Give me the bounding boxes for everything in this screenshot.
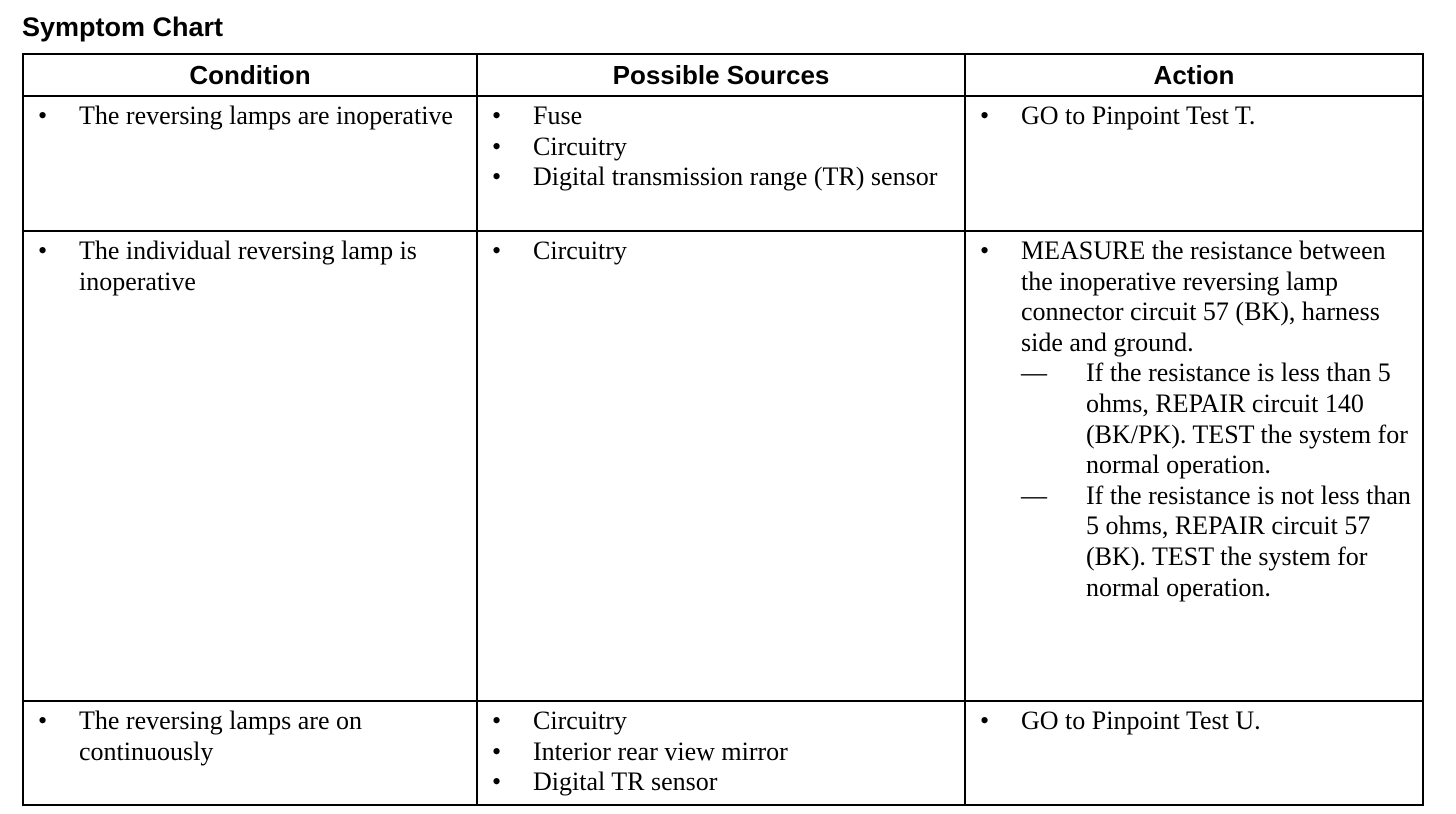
action-subitem-text: If the resistance is less than 5 ohms, REPAIR circuit 140 (BK/PK). TEST the system for normal operation.	[1086, 358, 1408, 480]
bullet-icon: •	[492, 131, 502, 161]
action-subitem	[1021, 358, 1414, 480]
sources-cell	[477, 701, 965, 805]
source-item	[478, 706, 964, 737]
bullet-icon: •	[492, 736, 502, 766]
action-cell	[965, 96, 1423, 231]
header-possible-sources: Possible Sources	[477, 54, 965, 96]
bullet-icon: •	[492, 162, 502, 192]
source-text: Circuitry	[533, 706, 627, 735]
bullet-icon: •	[492, 101, 502, 130]
source-text: Digital TR sensor	[533, 767, 718, 797]
bullet-icon: •	[980, 706, 990, 735]
bullet-icon: •	[492, 236, 502, 265]
action-text: GO to Pinpoint Test U.	[1021, 706, 1261, 735]
source-text: Circuitry	[533, 236, 627, 265]
bullet-icon: •	[980, 236, 990, 265]
action-subitem-text: If the resistance is not less than 5 ohms, REPAIR circuit 57 (BK). TEST the system for normal operation.	[1086, 480, 1411, 602]
condition-cell	[23, 96, 477, 231]
table-row	[23, 231, 1423, 701]
sources-cell	[477, 96, 965, 231]
table-header-row	[23, 54, 1423, 96]
source-text: Fuse	[533, 101, 583, 130]
page-title: Symptom Chart	[22, 12, 224, 42]
condition-text: The reversing lamps are on continuously	[79, 706, 363, 766]
source-item	[478, 236, 964, 267]
action-cell	[965, 701, 1423, 805]
action-item	[966, 706, 1422, 737]
bullet-icon: •	[38, 236, 48, 265]
bullet-icon: •	[38, 706, 48, 735]
bullet-icon: •	[38, 101, 48, 130]
source-item	[478, 767, 964, 798]
source-text: Interior rear view mirror	[533, 736, 788, 766]
action-item	[966, 236, 1422, 603]
source-item	[478, 132, 964, 163]
condition-item	[24, 101, 476, 132]
source-item	[478, 737, 964, 768]
source-item	[478, 101, 964, 132]
action-cell	[965, 231, 1423, 701]
condition-text: The individual reversing lamp is inoperative	[79, 236, 417, 296]
action-subitem	[1021, 481, 1414, 603]
header-condition: Condition	[23, 54, 477, 96]
source-text: Circuitry	[533, 131, 627, 161]
condition-cell	[23, 231, 477, 701]
action-text: GO to Pinpoint Test T.	[1021, 101, 1256, 130]
header-action: Action	[965, 54, 1423, 96]
action-item	[966, 101, 1422, 132]
bullet-icon: •	[492, 767, 502, 797]
table-row	[23, 701, 1423, 805]
bullet-icon: •	[980, 101, 990, 130]
condition-cell	[23, 701, 477, 805]
condition-item	[24, 706, 476, 767]
dash-icon: —	[1021, 358, 1047, 388]
action-text: MEASURE the resistance between the inoperative reversing lamp connector circuit 57 (BK), harness side and ground.	[1021, 236, 1386, 357]
action-sublist	[1021, 358, 1414, 603]
condition-item	[24, 236, 476, 297]
source-text: Digital transmission range (TR) sensor	[533, 162, 938, 192]
symptom-chart-table	[22, 53, 1424, 806]
bullet-icon: •	[492, 706, 502, 735]
sources-cell	[477, 231, 965, 701]
source-item	[478, 162, 964, 193]
condition-text: The reversing lamps are inoperative	[79, 101, 453, 130]
dash-icon: —	[1021, 480, 1047, 510]
table-row	[23, 96, 1423, 231]
